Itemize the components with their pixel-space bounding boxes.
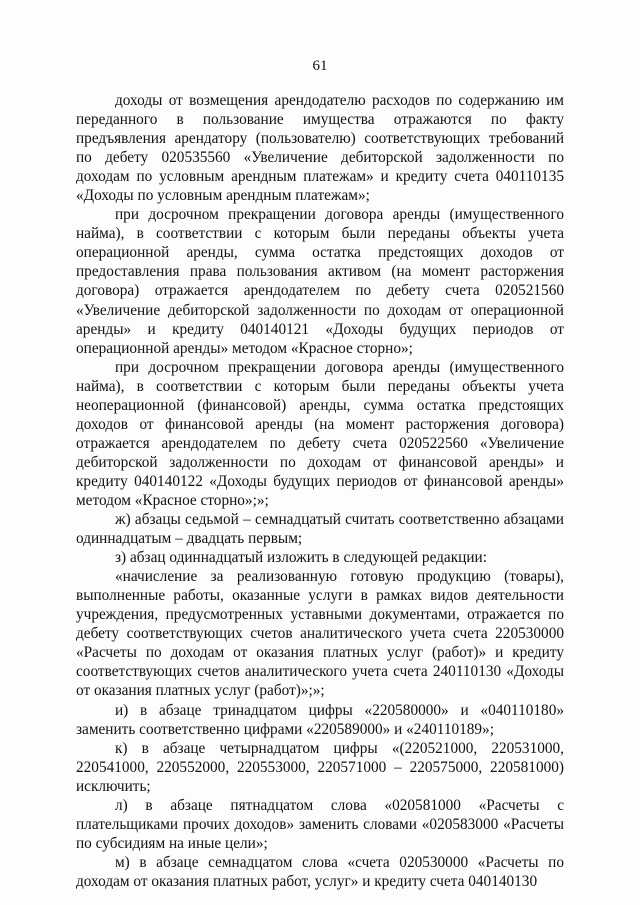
document-body [76,91,564,891]
paragraph-item-m: м) в абзаце семнадцатом слова «счета 020530000 «Расчеты по доходам от оказания платных работ, услуг» и кредиту счета 040140130 [76,853,564,890]
paragraph-item-i: и) в абзаце тринадцатом цифры «220580000» и «040110180» заменить соответственно цифрами «220589000» и «240110189»; [76,701,564,738]
page-number: 61 [312,58,328,74]
paragraph-item-l: л) в абзаце пятнадцатом слова «020581000 «Расчеты с плательщиками прочих доходов» заменить словами «020583000 «Расчеты по субсидиям на иные цели»; [76,796,564,852]
paragraph-rental-expense-income: доходы от возмещения арендодателю расходов по содержанию им переданного в пользование имущества отражаются по факту предъявления арендатору (пользователю) соответствующих требований по дебету 020535560 «Увеличение дебиторской задолженности по доходам по условным арендным платежам» и кредиту счета 040110135 «Доходы по условным арендным платежам»; [76,92,564,205]
paragraph-item-k: к) в абзаце четырнадцатом цифры «(220521000, 220531000, 220541000, 220552000, 220553000, 220571000 – 220575000, 220581000) исключить; [76,739,564,795]
paragraph-item-zh: ж) абзацы седьмой – семнадцатый считать соответственно абзацами одиннадцатым – двадцать первым; [76,511,564,548]
paragraph-item-z: з) абзац одиннадцатый изложить в следующей редакции: [115,549,487,567]
paragraph-early-termination-finance-lease: при досрочном прекращении договора аренды (имущественного найма), в соответствии с которым были переданы объекты учета неоперационной (финансовой) аренды, сумма остатка предстоящих доходов от финансовой аренды (на момент расторжения договора) отражается арендодателем по дебету счета 020522560 «Увеличение дебиторской задолженности по доходам от финансовой аренды» и кредиту 040140122 «Доходы будущих периодов от финансовой аренды» методом «Красное сторно»;»; [76,358,564,509]
paragraph-early-termination-operating-lease: при досрочном прекращении договора аренды (имущественного найма), в соответствии с которым были переданы объекты учета операционной аренды, сумма остатка предстоящих доходов от предоставления права пользования активом (на момент расторжения договора) отражается арендодателем по дебету счета 020521560 «Увеличение дебиторской задолженности по доходам от операционной аренды» и кредиту 040140121 «Доходы будущих периодов от операционной аренды» методом «Красное сторно»; [76,206,564,357]
paragraph-new-wording: «начисление за реализованную готовую продукцию (товары), выполненные работы, оказанные услуги в рамках видов деятельности учреждения, предусмотренных уставными документами, отражается по дебету соответствующих счетов аналитического учета счета 220530000 «Расчеты по доходам от оказания платных услуг (работ)» и кредиту соответствующих счетов аналитического учета счета 240110130 «Доходы от оказания платных услуг (работ)»;»; [76,568,564,700]
